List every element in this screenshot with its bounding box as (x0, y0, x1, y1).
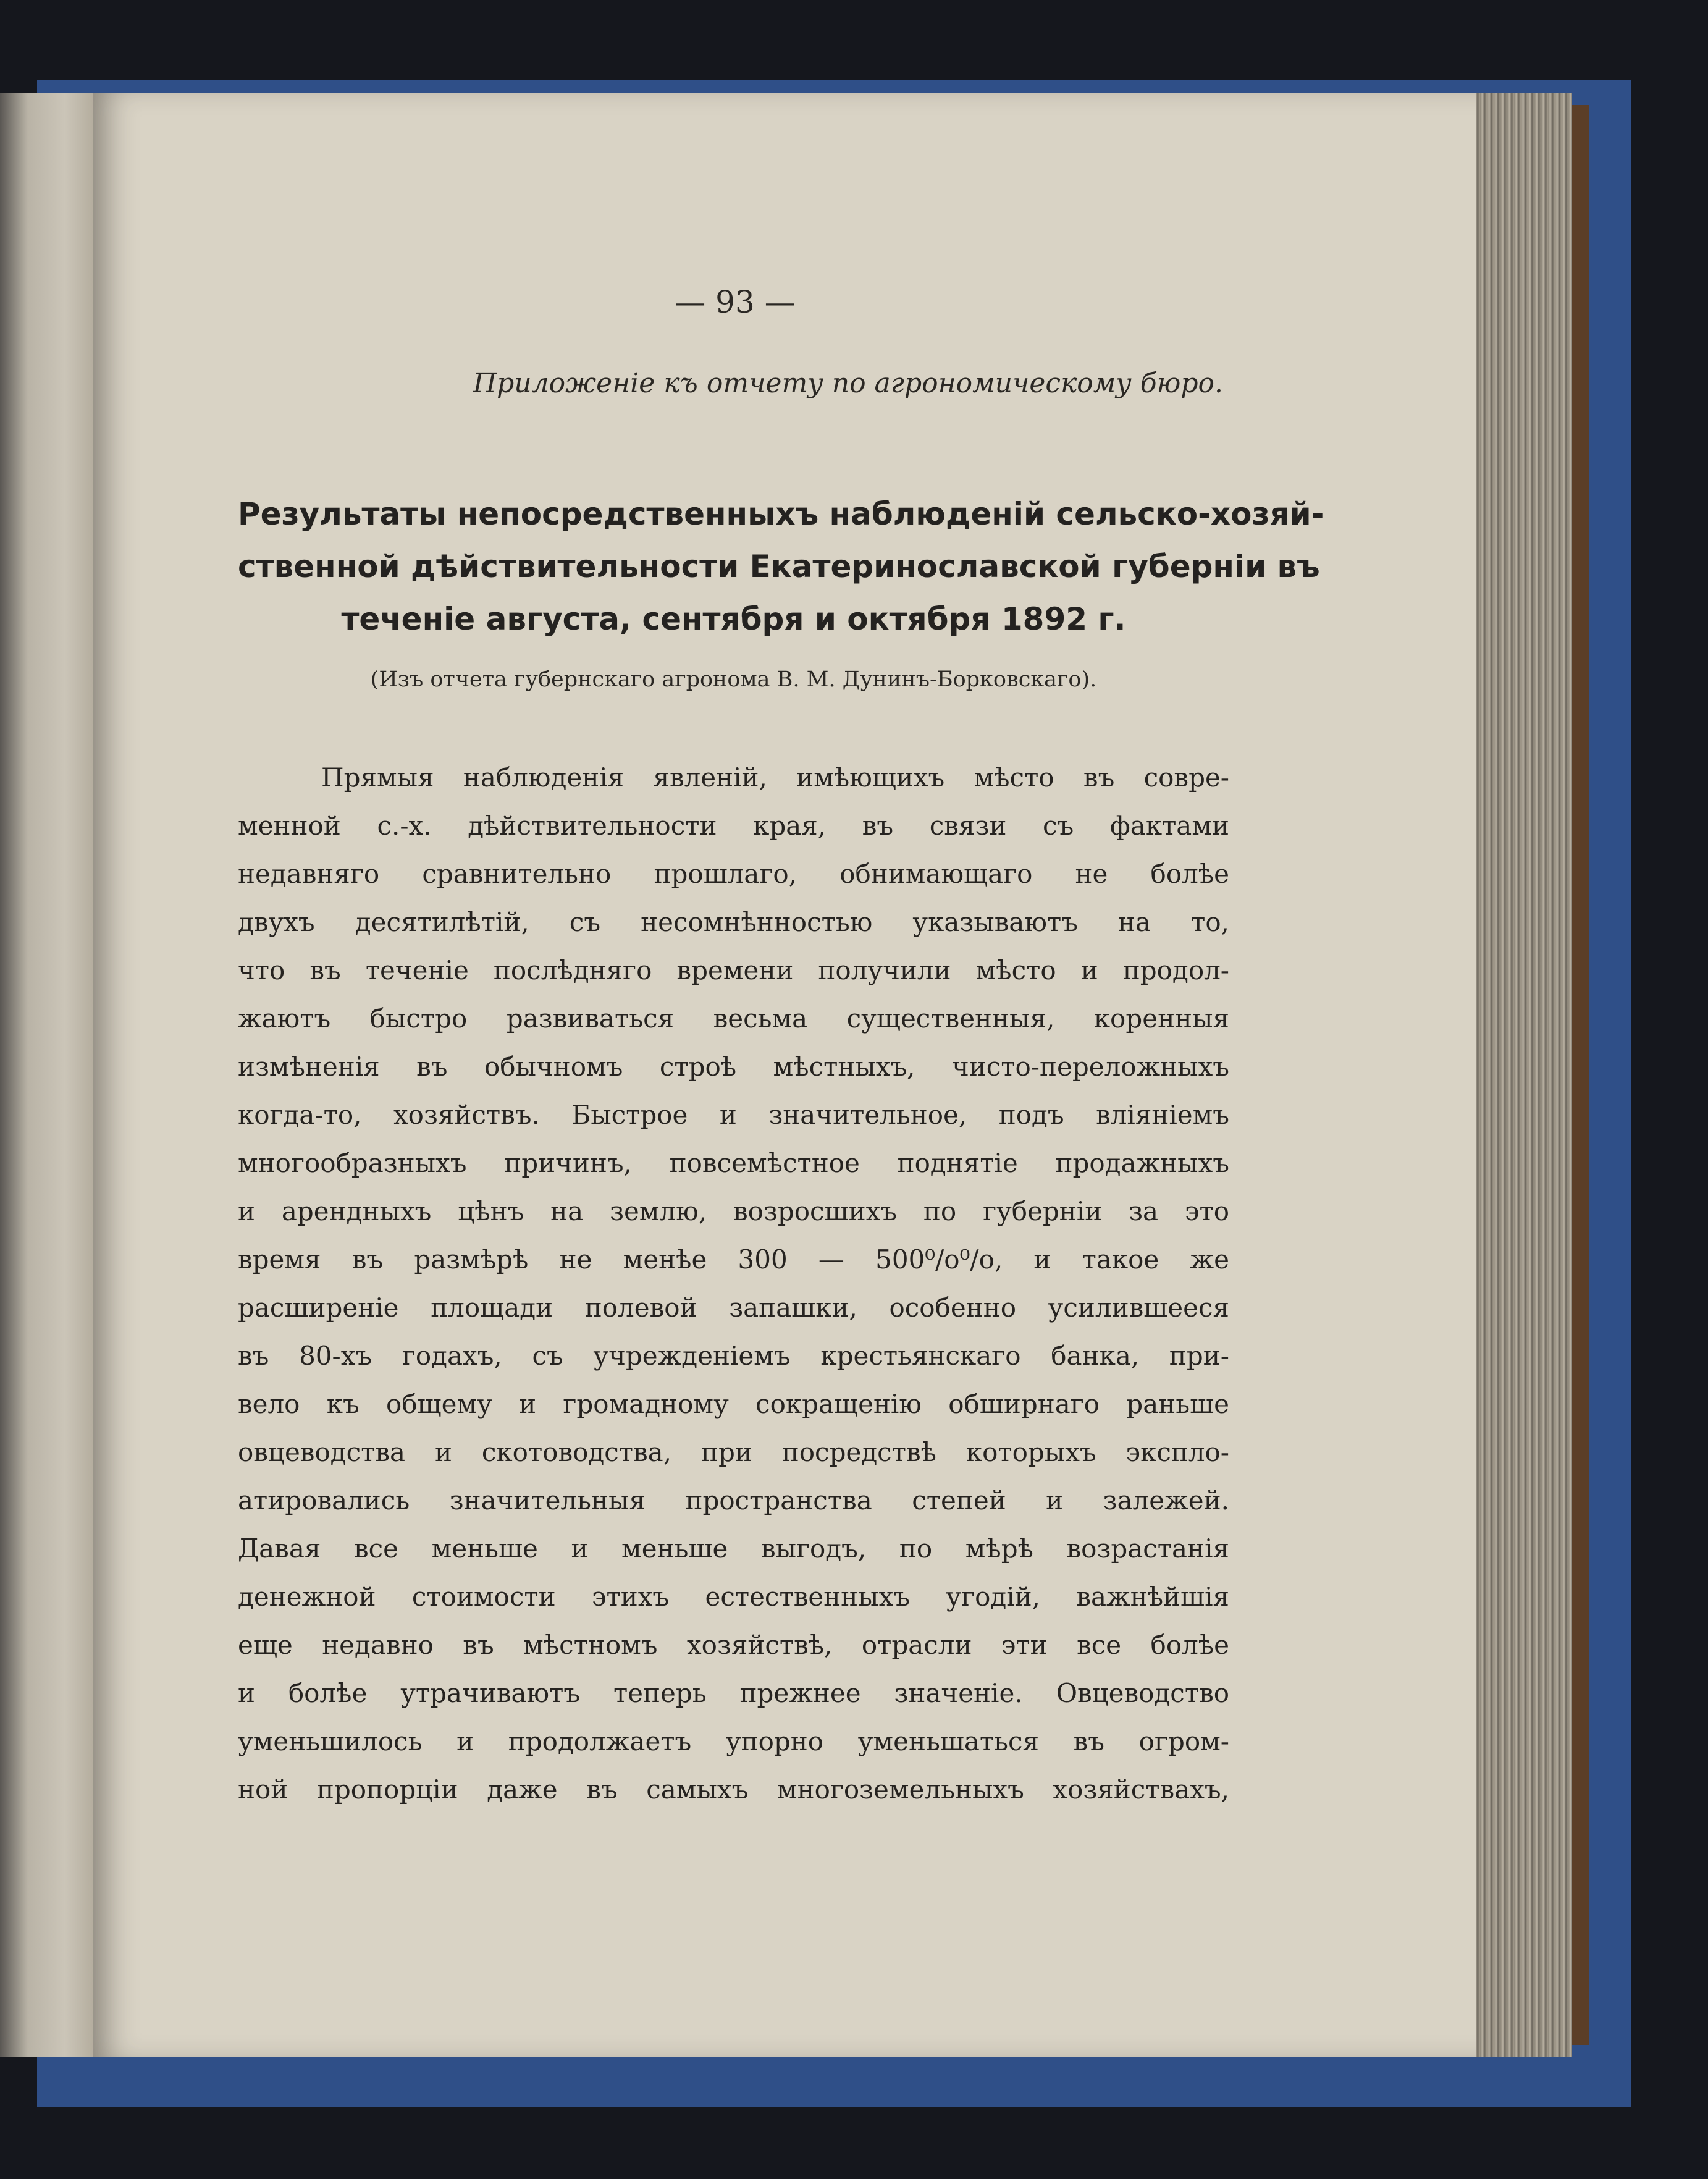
cover-edge (1572, 105, 1589, 2045)
text-line: измѣненiя въ обычномъ строѣ мѣстныхъ, чисто-переложныхъ (238, 1052, 1229, 1082)
text-line: что въ теченiе послѣдняго времени получили мѣсто и продол- (238, 955, 1229, 985)
text-line: и болѣе утрачиваютъ теперь прежнее значенiе. Овцеводство (238, 1678, 1229, 1708)
text-line: въ 80-хъ годахъ, съ учрежденiемъ крестьянскаго банка, при- (238, 1341, 1229, 1371)
text-line: еще недавно въ мѣстномъ хозяйствѣ, отрасли эти все болѣе (238, 1630, 1229, 1660)
text-line: ной пропорцiи даже въ самыхъ многоземельныхъ хозяйствахъ, (238, 1774, 1229, 1805)
text-line: атировались значительныя пространства степей и залежей. (238, 1485, 1229, 1515)
title-line: ственной дѣйствительности Екатеринославской губернiи въ (238, 549, 1320, 584)
text-line: Давая все меньше и меньше выгодъ, по мѣрѣ возрастанiя (238, 1533, 1229, 1564)
text-line: вело къ общему и громадному сокращенiю обширнаго раньше (238, 1389, 1229, 1419)
text-line: менной с.-х. дѣйствительности края, въ связи съ фактами (238, 811, 1229, 841)
left-page-edge (0, 93, 93, 2057)
appendix-heading: Приложенie къ отчету по агрономическому бюро. (473, 368, 1223, 399)
text-line: овцеводства и скотоводства, при посредствѣ которыхъ экспло- (238, 1437, 1229, 1467)
text-line: жаютъ быстро развиваться весьма существенныя, коренныя (238, 1003, 1229, 1034)
text-line: двухъ десятилѣтiй, съ несомнѣнностью указываютъ на то, (238, 907, 1229, 937)
text-line: недавняго сравнительно прошлаго, обнимающаго не болѣе (238, 859, 1229, 889)
source-note: (Изъ отчета губернскаго агронома В. М. Дунинъ-Борковскаго). (370, 667, 1097, 692)
text-line: время въ размѣрѣ не менѣе 300 — 500⁰/о⁰/о, и такое же (238, 1244, 1229, 1275)
page-number: — 93 — (675, 284, 796, 320)
text-line: денежной стоимости этихъ естественныхъ угодiй, важнѣйшiя (238, 1582, 1229, 1612)
text-line: многообразныхъ причинъ, повсемѣстное поднятiе продажныхъ (238, 1148, 1229, 1178)
text-line: когда-то, хозяйствъ. Быстрое и значительное, подъ влiянiемъ (238, 1100, 1229, 1130)
body-paragraph (238, 754, 1229, 1814)
page-block-edges (1473, 93, 1572, 2057)
article-title (238, 488, 1324, 646)
text-line: расширенiе площади полевой запашки, особенно усилившееся (238, 1292, 1229, 1323)
title-line: теченiе августа, сентября и октября 1892 г. (341, 601, 1126, 637)
text-line: уменьшилось и продолжаетъ упорно уменьшаться въ огром- (238, 1726, 1229, 1756)
text-line: и арендныхъ цѣнъ на землю, возросшихъ по губернiи за это (238, 1196, 1229, 1226)
text-line: Прямыя наблюденiя явленiй, имѣющихъ мѣсто въ совре- (321, 762, 1229, 793)
title-line: Результаты непосредственныхъ наблюденiй сельско-хозяй- (238, 496, 1324, 532)
